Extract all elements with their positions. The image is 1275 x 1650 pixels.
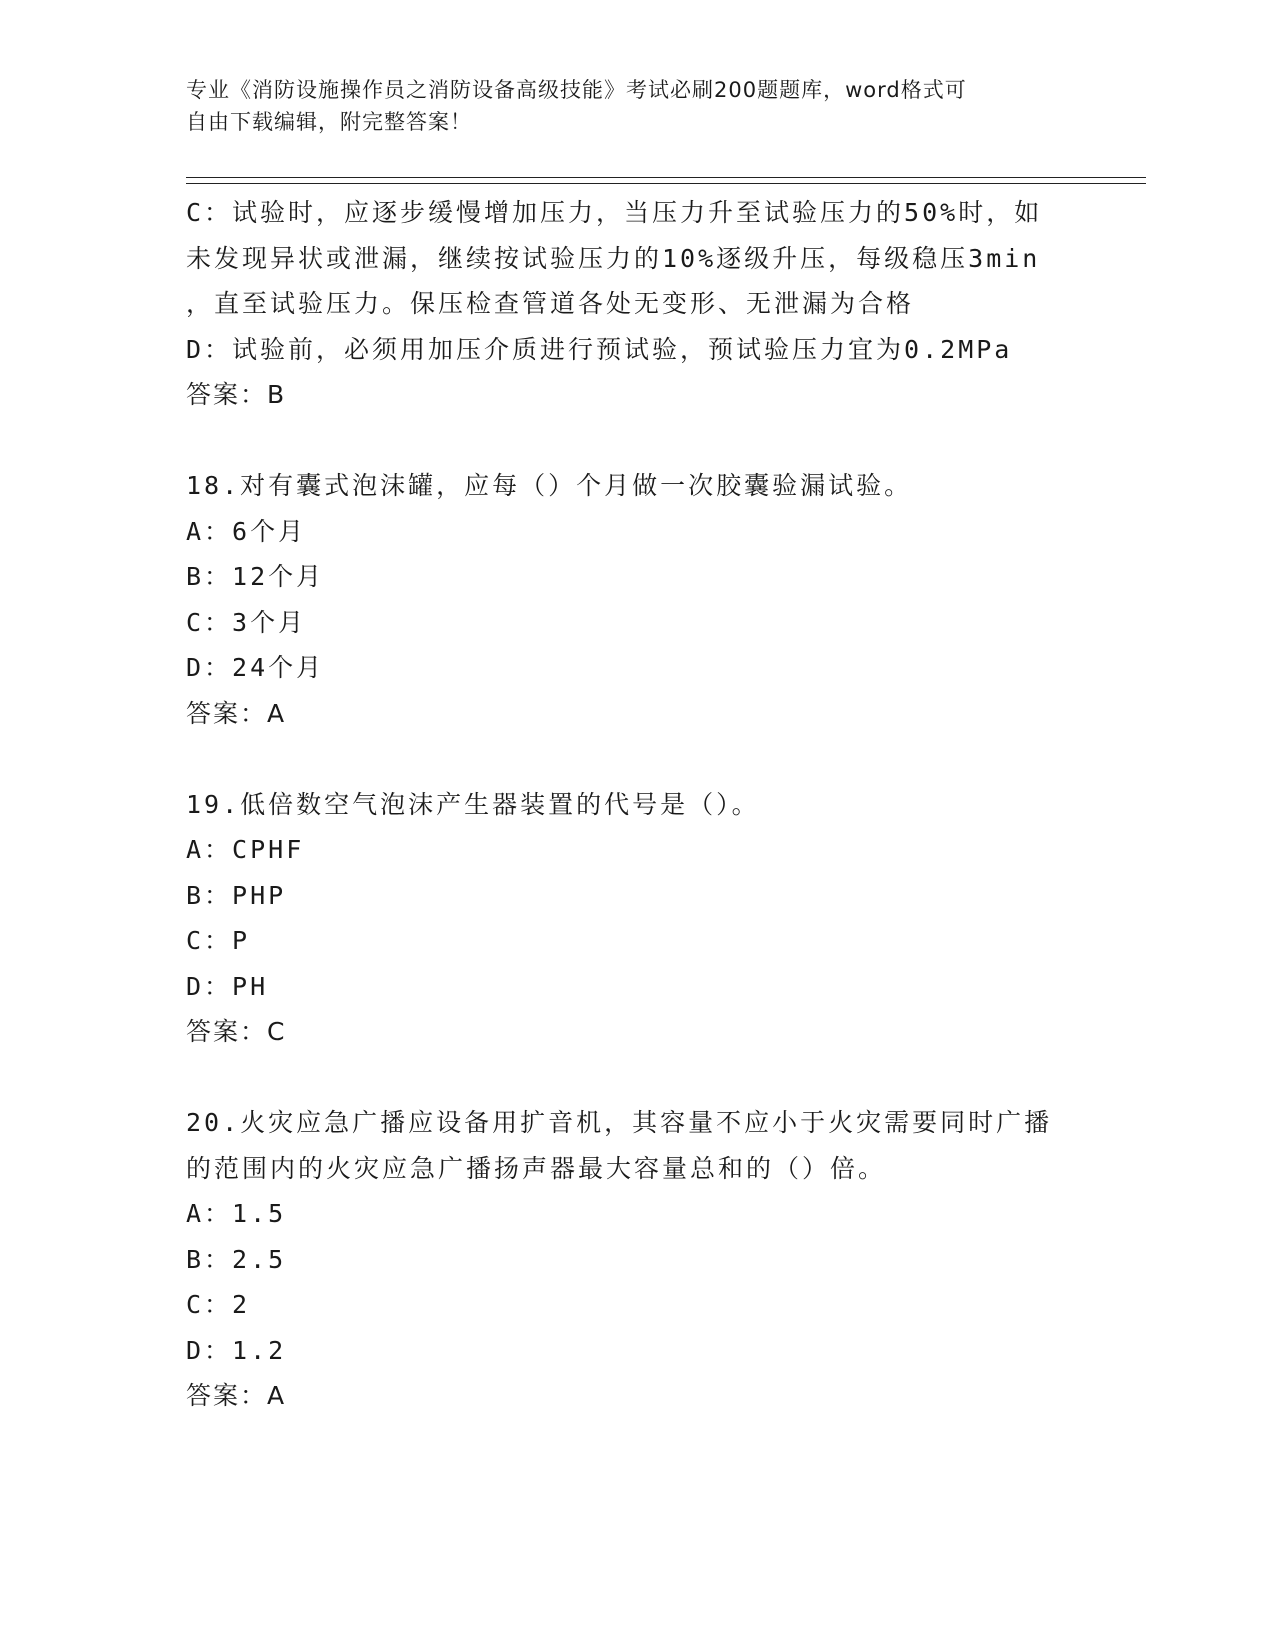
option-a: A：6个月 (186, 516, 307, 546)
question-19 (186, 782, 1086, 1055)
header-line-2: 自由下载编辑，附完整答案！ (186, 110, 472, 134)
header-divider-top (186, 177, 1146, 178)
question-18 (186, 463, 1086, 736)
option-c: C：3个月 (186, 607, 307, 637)
option-b: B：PHP (186, 880, 287, 910)
question-stem: 的范围内的火灾应急广播扬声器最大容量总和的（）倍。 (186, 1153, 887, 1183)
option-c-line: ，直至试验压力。保压检查管道各处无变形、无泄漏为合格 (186, 289, 915, 318)
question-stem: 18.对有囊式泡沫罐，应每（）个月做一次胶囊验漏试验。 (186, 471, 913, 500)
answer: 答案：A (186, 698, 287, 728)
header-divider-bottom (186, 183, 1146, 184)
option-b: B：2.5 (186, 1244, 287, 1274)
answer: 答案：C (186, 1017, 287, 1046)
document-header (186, 74, 1066, 138)
option-c-line: 未发现异状或泄漏，继续按试验压力的10%逐级升压，每级稳压3min (186, 243, 1041, 273)
option-c-line: C：试验时，应逐步缓慢增加压力，当压力升至试验压力的50%时，如 (186, 198, 1043, 227)
previous-question-tail (186, 190, 1086, 418)
question-stem: 20.火灾应急广播应设备用扩音机，其容量不应小于火灾需要同时广播 (186, 1108, 1053, 1137)
answer: 答案：B (186, 380, 287, 409)
question-stem: 19.低倍数空气泡沫产生器装置的代号是（）。 (186, 789, 760, 819)
question-list (186, 190, 1086, 1419)
option-a: A：CPHF (186, 835, 305, 864)
option-b: B：12个月 (186, 562, 325, 591)
header-line-1: 专业《消防设施操作员之消防设备高级技能》考试必刷200题题库，word格式可 (186, 78, 967, 102)
option-d: D：1.2 (186, 1335, 287, 1365)
question-20 (186, 1100, 1086, 1419)
option-d: D：试验前，必须用加压介质进行预试验，预试验压力宜为0.2MPa (186, 334, 1013, 364)
option-d: D：PH (186, 971, 269, 1001)
option-c: C：2 (186, 1290, 251, 1319)
answer: 答案：A (186, 1381, 287, 1410)
option-c: C：P (186, 926, 251, 955)
option-d: D：24个月 (186, 653, 325, 682)
option-a: A：1.5 (186, 1199, 287, 1228)
